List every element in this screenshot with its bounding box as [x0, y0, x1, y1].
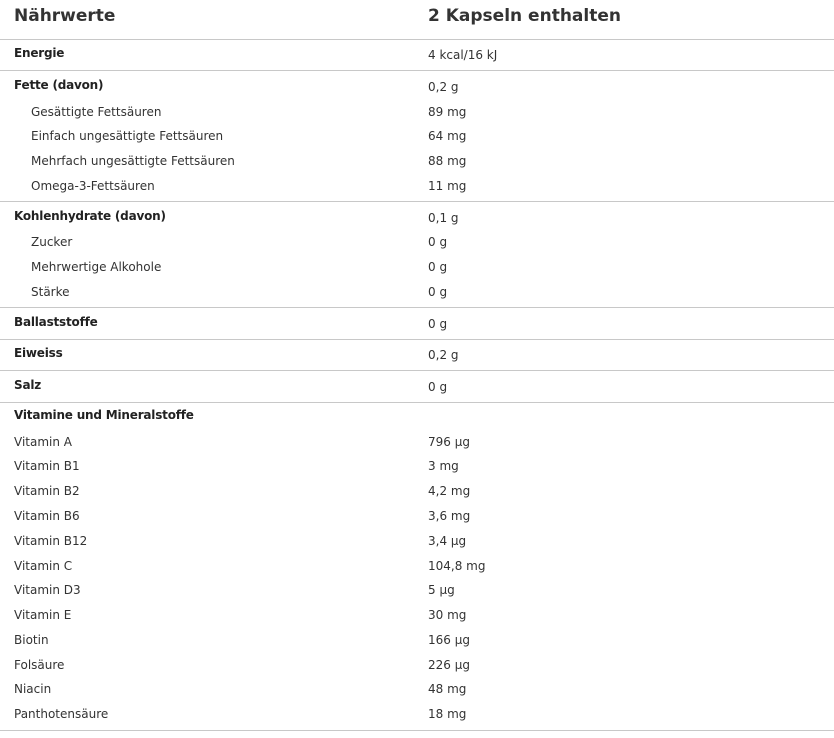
header-serving: 2 Kapseln enthalten [428, 6, 621, 26]
row-label: Mehrwertige Alkohole [31, 260, 162, 274]
row-label: Vitamin B2 [14, 484, 80, 498]
row-label: Panthotensäure [14, 707, 109, 721]
row-label: Vitamin D3 [14, 583, 81, 597]
row-value: 0,2 g [428, 348, 459, 362]
row-label: Fette (davon) [14, 78, 104, 92]
row-label: Mehrfach ungesättigte Fettsäuren [31, 154, 235, 168]
row-label: Vitamin E [14, 608, 72, 622]
divider [0, 730, 834, 731]
row-value: 0 g [428, 380, 448, 394]
row-value: 104,8 mg [428, 559, 486, 573]
row-value: 226 µg [428, 658, 470, 672]
row-label: Vitamin B1 [14, 459, 80, 473]
row-label: Vitamin B12 [14, 534, 88, 548]
row-label: Vitamin A [14, 435, 72, 449]
divider [0, 201, 834, 202]
row-label: Omega-3-Fettsäuren [31, 179, 155, 193]
divider [0, 402, 834, 403]
row-value: 796 µg [428, 435, 470, 449]
row-value: 64 mg [428, 129, 467, 143]
row-label: Einfach ungesättigte Fettsäuren [31, 129, 224, 143]
row-label: Eiweiss [14, 346, 63, 360]
row-value: 48 mg [428, 682, 467, 696]
divider [0, 70, 834, 71]
row-label: Niacin [14, 682, 52, 696]
row-value: 0,1 g [428, 211, 459, 225]
row-value: 0,2 g [428, 80, 459, 94]
table-header [0, 0, 834, 40]
row-value: 4 kcal/16 kJ [428, 48, 498, 62]
row-label: Vitamin C [14, 559, 73, 573]
row-value: 0 g [428, 260, 448, 274]
row-value: 0 g [428, 317, 448, 331]
divider [0, 370, 834, 371]
section-heading: Vitamine und Mineralstoffe [14, 408, 194, 422]
row-label: Vitamin B6 [14, 509, 80, 523]
divider [0, 307, 834, 308]
row-label: Ballaststoffe [14, 315, 98, 329]
row-label: Gesättigte Fettsäuren [31, 105, 162, 119]
row-value: 5 µg [428, 583, 455, 597]
row-value: 0 g [428, 235, 448, 249]
row-label: Folsäure [14, 658, 65, 672]
row-label: Zucker [31, 235, 73, 249]
row-value: 0 g [428, 285, 448, 299]
row-value: 3,4 µg [428, 534, 467, 548]
row-label: Stärke [31, 285, 70, 299]
row-label: Kohlenhydrate (davon) [14, 209, 166, 223]
header-nutrients: Nährwerte [14, 6, 116, 26]
row-value: 3,6 mg [428, 509, 471, 523]
row-label: Energie [14, 46, 65, 60]
row-value: 166 µg [428, 633, 470, 647]
row-value: 3 mg [428, 459, 459, 473]
row-value: 4,2 mg [428, 484, 471, 498]
row-value: 89 mg [428, 105, 467, 119]
row-label: Salz [14, 378, 42, 392]
row-label: Biotin [14, 633, 49, 647]
row-value: 30 mg [428, 608, 467, 622]
divider [0, 339, 834, 340]
row-value: 11 mg [428, 179, 467, 193]
row-value: 88 mg [428, 154, 467, 168]
row-value: 18 mg [428, 707, 467, 721]
